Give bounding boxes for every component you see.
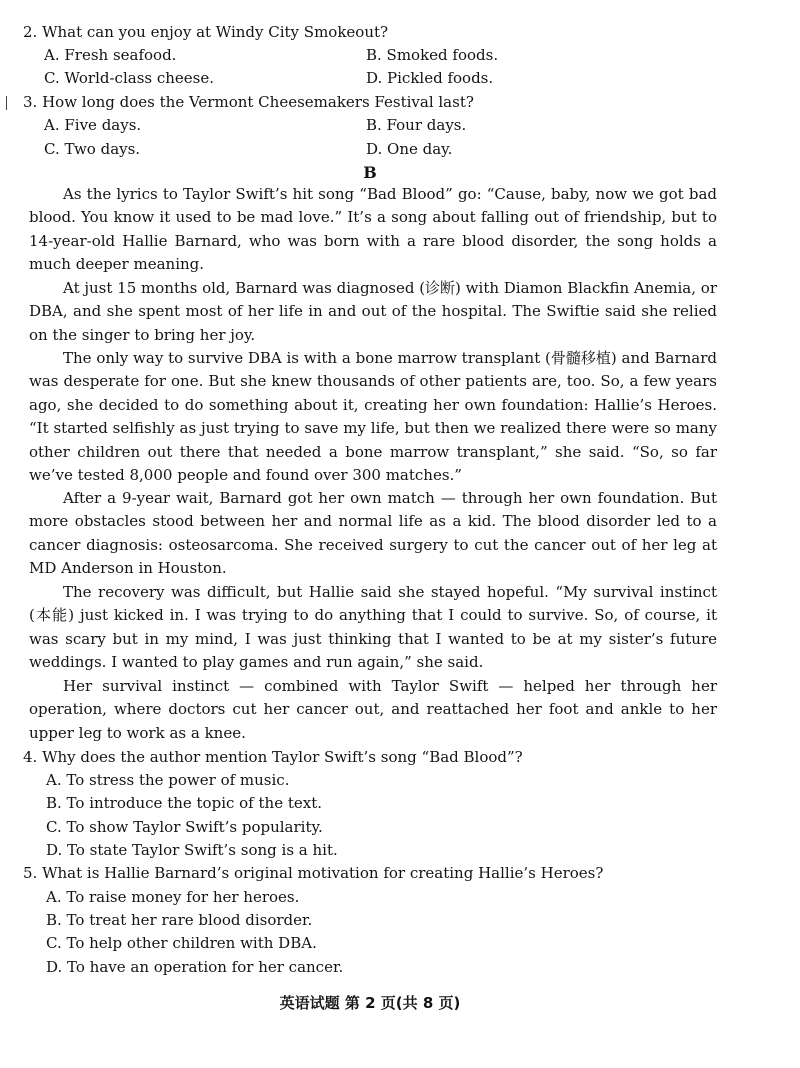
margin-mark xyxy=(6,96,7,110)
question-4-stem: 4. Why does the author mention Taylor Swift’s song “Bad Blood”? xyxy=(23,748,523,766)
page-footer: 英语试题 第 2 页(共 8 页) xyxy=(279,994,461,1012)
question-3-option-c: C. Two days. xyxy=(44,140,141,158)
question-3-option-d: D. One day. xyxy=(366,140,453,158)
passage-paragraph-5: The recovery was difficult, but Hallie said she stayed hopeful. “My survival instinct (本能) just kicked in. I was trying to do anything that I could to survive. So, of course, it was scary but in my mind, I was just thinking that I wanted to be at my sister’s future weddings. I wanted to play games and run again,” she said. xyxy=(29,583,717,672)
passage-paragraph-2: At just 15 months old, Barnard was diagnosed (诊断) with Diamon Blackfin Anemia, or DBA, and she spent most of her life in and out of the hospital. The Swiftie said she relied on the singer to bring her joy. xyxy=(29,279,717,344)
passage-paragraph-6: Her survival instinct — combined with Taylor Swift — helped her through her operation, where doctors cut her cancer out, and reattached her foot and ankle to her upper leg to work as a knee. xyxy=(29,677,717,742)
question-2-option-a: A. Fresh seafood. xyxy=(44,46,177,64)
question-5-option-a: A. To raise money for her heroes. xyxy=(46,888,300,906)
question-2-option-d: D. Pickled foods. xyxy=(366,69,494,87)
passage-paragraph-4: After a 9-year wait, Barnard got her own match — through her own foundation. But more obstacles stood between her and normal life as a kid. The blood disorder led to a cancer diagnosis: osteosarcoma. She received surgery to cut the cancer out of her leg at MD Anderson in Houston. xyxy=(29,489,717,578)
question-5-option-d: D. To have an operation for her cancer. xyxy=(46,958,344,976)
question-5-option-b: B. To treat her rare blood disorder. xyxy=(46,911,313,929)
question-5-stem: 5. What is Hallie Barnard’s original motivation for creating Hallie’s Heroes? xyxy=(23,864,604,882)
question-2-option-b: B. Smoked foods. xyxy=(366,46,499,64)
passage-paragraph-1: As the lyrics to Taylor Swift’s hit song “Bad Blood” go: “Cause, baby, now we got bad blood. You know it used to be mad love.” It’s a song about falling out of friendship, but to 14-year-old Hallie Barnard, who was born with a rare blood disorder, the song holds a much deeper meaning. xyxy=(29,185,717,274)
question-2-option-c: C. World-class cheese. xyxy=(44,69,215,87)
section-heading-b: B xyxy=(363,163,377,182)
question-3-stem: 3. How long does the Vermont Cheesemakers Festival last? xyxy=(23,93,474,111)
question-4-option-d: D. To state Taylor Swift’s song is a hit. xyxy=(46,841,338,859)
question-5-option-c: C. To help other children with DBA. xyxy=(46,934,317,952)
question-4-option-a: A. To stress the power of music. xyxy=(46,771,290,789)
question-2-stem: 2. What can you enjoy at Windy City Smokeout? xyxy=(23,23,389,41)
question-4-option-c: C. To show Taylor Swift’s popularity. xyxy=(46,818,323,836)
question-3-option-b: B. Four days. xyxy=(366,116,467,134)
question-3-option-a: A. Five days. xyxy=(44,116,142,134)
passage-paragraph-3: The only way to survive DBA is with a bone marrow transplant (骨髓移植) and Barnard was desperate for one. But she knew thousands of other patients are, too. So, a few years ago, she decided to do something about it, creating her own foundation: Hallie’s Heroes. “It started selfishly as just trying to save my life, but then we realized there were so many other children out there that needed a bone marrow transplant,” she said. “So, so far we’ve tested 8,000 people and found over 300 matches.” xyxy=(29,349,717,485)
question-4-option-b: B. To introduce the topic of the text. xyxy=(46,794,322,812)
